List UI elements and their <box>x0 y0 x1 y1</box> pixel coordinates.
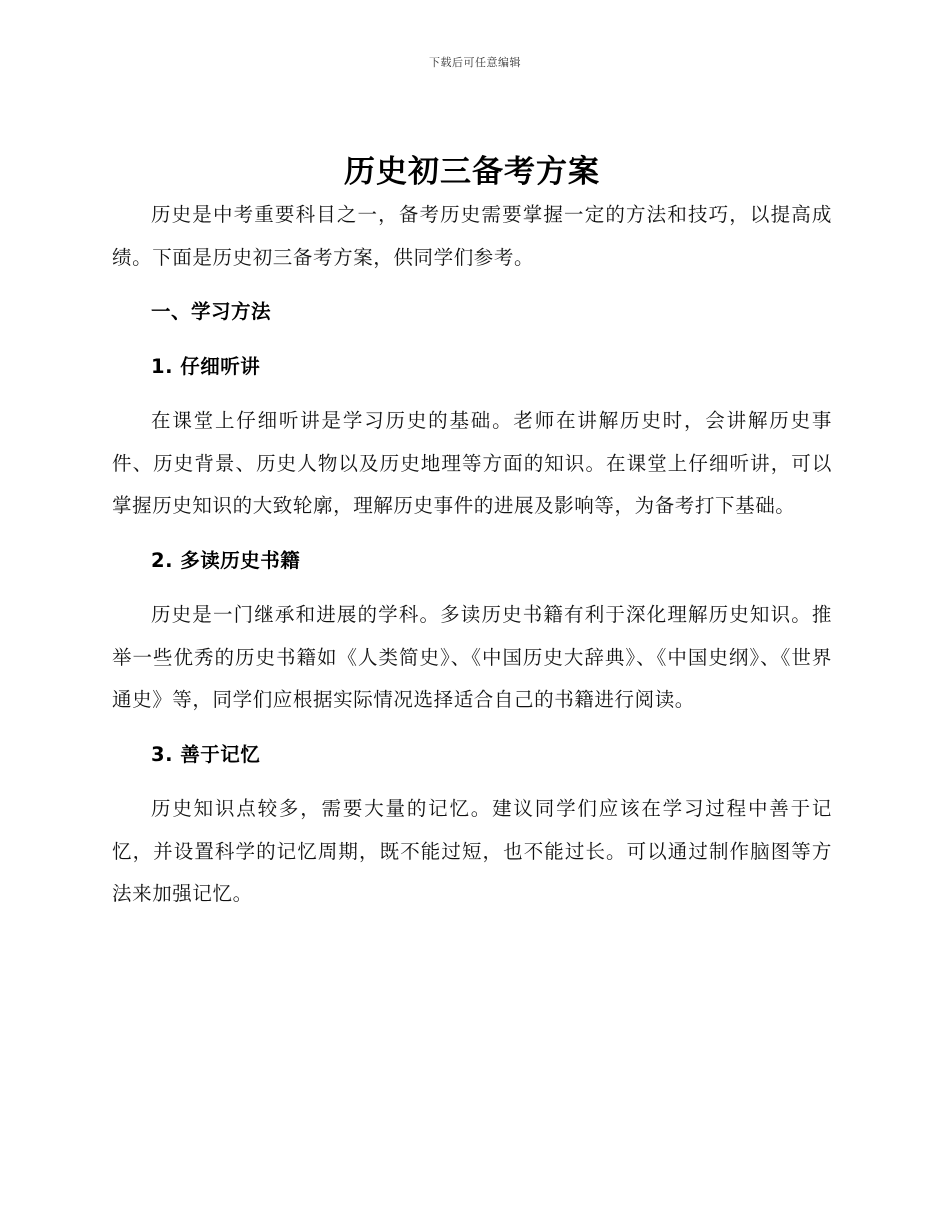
spacer <box>112 776 832 788</box>
spacer <box>112 722 832 734</box>
subheading-listen-carefully: 1. 仔细听讲 <box>151 354 261 378</box>
spacer <box>112 388 832 400</box>
spacer <box>112 334 832 346</box>
subheading-good-memory: 3. 善于记忆 <box>151 742 261 766</box>
intro-paragraph: 历史是中考重要科目之一，备考历史需要掌握一定的方法和技巧，以提高成绩。下面是历史初三备考方案，供同学们参考。 <box>112 203 832 269</box>
spacer <box>112 279 832 291</box>
section-heading-study-methods: 一、学习方法 <box>151 300 272 323</box>
header-note: 下载后可任意编辑 <box>429 56 521 69</box>
spacer <box>112 528 832 540</box>
subheading-read-history-books: 2. 多读历史书籍 <box>151 548 301 572</box>
paragraph-listen-carefully: 在课堂上仔细听讲是学习历史的基础。老师在讲解历史时，会讲解历史事件、历史背景、历史人物以及历史地理等方面的知识。在课堂上仔细听讲，可以掌握历史知识的大致轮廓，理解历史事件的进展及影响等，为备考打下基础。 <box>112 409 832 517</box>
paragraph-good-memory: 历史知识点较多，需要大量的记忆。建议同学们应该在学习过程中善于记忆，并设置科学的记忆周期，既不能过短，也不能过长。可以通过制作脑图等方法来加强记忆。 <box>112 797 832 905</box>
spacer <box>112 582 832 594</box>
paragraph-read-history-books: 历史是一门继承和进展的学科。多读历史书籍有利于深化理解历史知识。推举一些优秀的历史书籍如《人类简史》、《中国历史大辞典》、《中国史纲》、《世界通史》等，同学们应根据实际情况选择适合自己的书籍进行阅读。 <box>112 603 832 711</box>
document-title: 历史初三备考方案 <box>344 154 600 190</box>
document-body <box>112 150 832 916</box>
